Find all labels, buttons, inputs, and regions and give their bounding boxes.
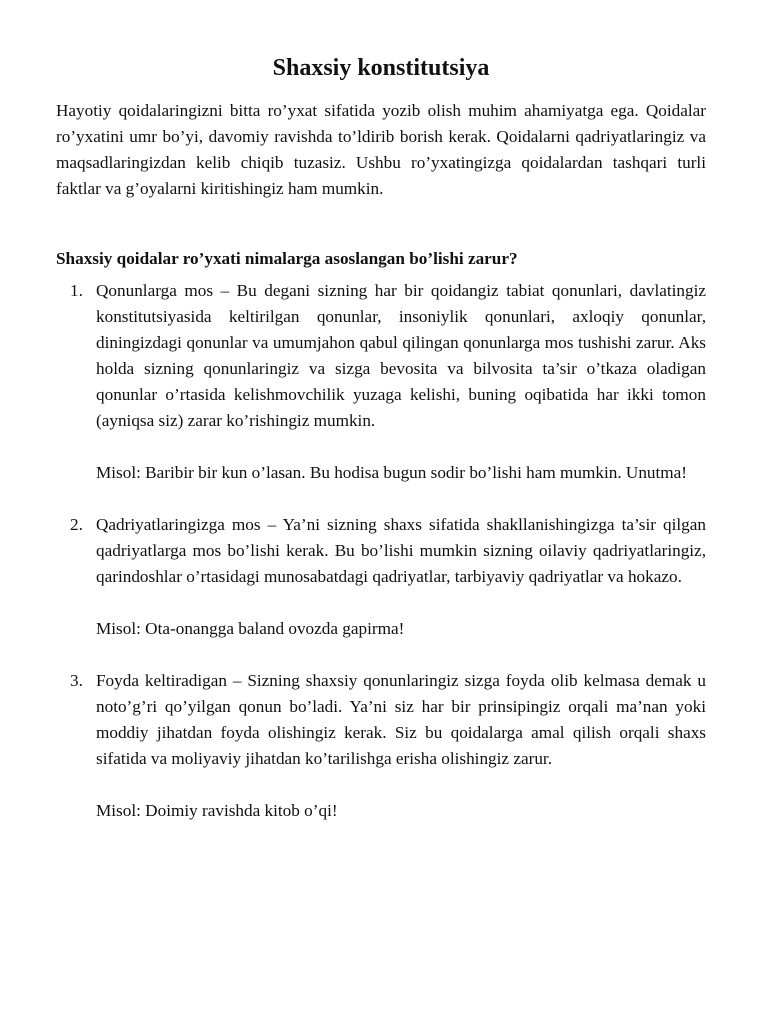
rule-example: Misol: Baribir bir kun o’lasan. Bu hodisa bugun sodir bo’lishi ham mumkin. Unutma! bbox=[96, 463, 688, 482]
rule-text: Qonunlarga mos – Bu degani sizning har bir qoidangiz tabiat qonunlari, davlatingiz konstitutsiyasida keltirilgan qonunlar, insoniylik qonunlari, axloqiy qonunlar, diningizdagi qonunlar va umumjahon qabul qilingan qonunlarga mos tushishi zarur. Aks holda sizning qonunlaringiz va sizga bevosita va bilvosita ta’sir o’tkaza oladigan qonunlar o’rtasida kelishmovchilik yuzaga kelishi, buning oqibatida har ikki tomon (ayniqsa siz) zarar ko’rishingiz mumkin. bbox=[96, 281, 706, 430]
rule-text: Foyda keltiradigan – Sizning shaxsiy qonunlaringiz sizga foyda olib kelmasa demak u noto’g’ri qo’yilgan qonun bo’ladi. Ya’ni siz har bir prinsipingiz orqali ma’nan yoki moddiy jihatdan foyda olishingiz kerak. Siz bu qoidalarga amal qilish orqali shaxs sifatida va moliyaviy jihatdan ko’tarilishga erisha olishingiz zarur. bbox=[96, 671, 706, 768]
list-item bbox=[56, 512, 706, 642]
rule-example: Misol: Ota-onangga baland ovozda gapirma! bbox=[96, 619, 405, 638]
section-question: Shaxsiy qoidalar ro’yxati nimalarga asoslangan bo’lishi zarur? bbox=[56, 249, 518, 268]
list-item bbox=[56, 278, 706, 486]
list-item-number: 2. bbox=[70, 515, 83, 534]
list-item bbox=[56, 668, 706, 824]
rules-list bbox=[56, 278, 706, 824]
rule-example: Misol: Doimiy ravishda kitob o’qi! bbox=[96, 801, 338, 820]
document-title: Shaxsiy konstitutsiya bbox=[272, 55, 490, 81]
rule-text: Qadriyatlaringizga mos – Ya’ni sizning shaxs sifatida shakllanishingizga ta’sir qilgan qadriyatlarga mos bo’lishi kerak. Bu bo’lishi mumkin sizning oilaviy qadriyatlaringiz, qarindoshlar o’rtasidagi munosabatdagi qadriyatlar, tarbiyaviy qadriyatlar va hokazo. bbox=[96, 515, 706, 586]
intro-paragraph: Hayotiy qoidalaringizni bitta ro’yxat sifatida yozib olish muhim ahamiyatga ega. Qoidalar ro’yxatini umr bo’yi, davomiy ravishda to’ldirib borish kerak. Qoidalarni qadriyatlaringiz va maqsadlaringizdan kelib chiqib tuzasiz. Ushbu ro’yxatingizga qoidalardan tashqari turli faktlar va g’oyalarni kiritishingiz ham mumkin. bbox=[56, 101, 706, 198]
list-item-number: 1. bbox=[70, 281, 83, 300]
list-item-number: 3. bbox=[70, 671, 83, 690]
